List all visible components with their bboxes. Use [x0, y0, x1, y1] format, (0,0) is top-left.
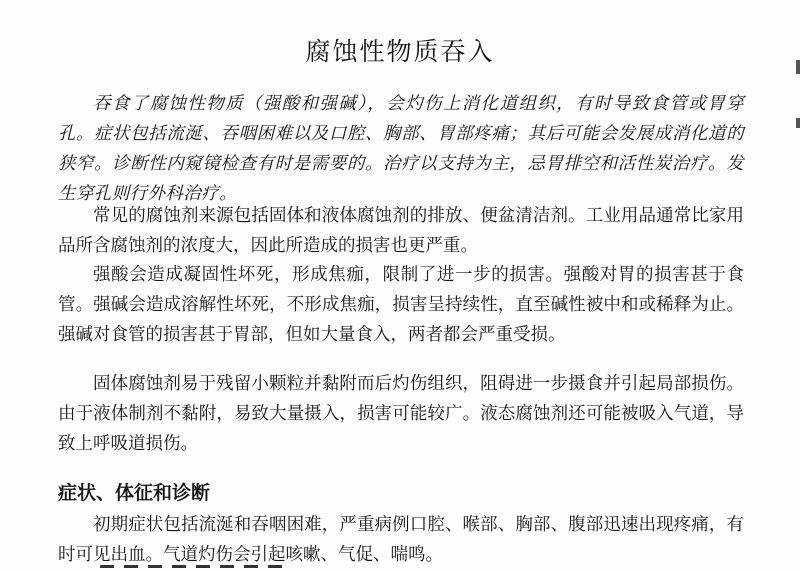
scan-edge-mark	[796, 118, 800, 128]
section-paragraph-symptoms: 初期症状包括流涎和吞咽困难，严重病例口腔、喉部、胸部、腹部迅速出现疼痛，有时可见出血。气道灼伤会引起咳嗽、气促、喘鸣。	[58, 515, 744, 565]
body-paragraph-acid-alkali: 强酸会造成凝固性坏死，形成焦痂，限制了进一步的损害。强酸对胃的损害甚于食管。强碱会造成溶解性坏死，不形成焦痂，损害呈持续性，直至碱性被中和或稀释为止。强碱对食管的损害甚于胃部，但如大量食入，两者都会严重受损。	[58, 265, 744, 345]
scan-edge-mark	[796, 60, 800, 74]
section-heading: 症状、体征和诊断	[58, 482, 211, 504]
cut-off-text-line	[100, 565, 300, 571]
body-paragraph-solid-liquid: 固体腐蚀剂易于残留小颗粒并黏附而后灼伤组织，阻碍进一步摄食并引起局部损伤。由于液体制剂不黏附，易致大量摄入，损害可能较广。液态腐蚀剂还可能被吸入气道，导致上呼吸道损伤。	[58, 374, 744, 454]
summary-paragraph: 吞食了腐蚀性物质（强酸和强碱），会灼伤上消化道组织，有时导致食管或胃穿孔。症状包括流涎、吞咽困难以及口腔、胸部、胃部疼痛；其后可能会发展成消化道的狭窄。诊断性内窥镜检查有时是需要的。治疗以支持为主，忌胃排空和活性炭治疗。发生穿孔则行外科治疗。	[58, 94, 744, 204]
document-title: 腐蚀性物质吞入	[305, 37, 495, 66]
body-paragraph-sources: 常见的腐蚀剂来源包括固体和液体腐蚀剂的排放、便盆清洁剂。工业用品通常比家用品所含腐蚀剂的浓度大，因此所造成的损害也更严重。	[58, 206, 744, 256]
